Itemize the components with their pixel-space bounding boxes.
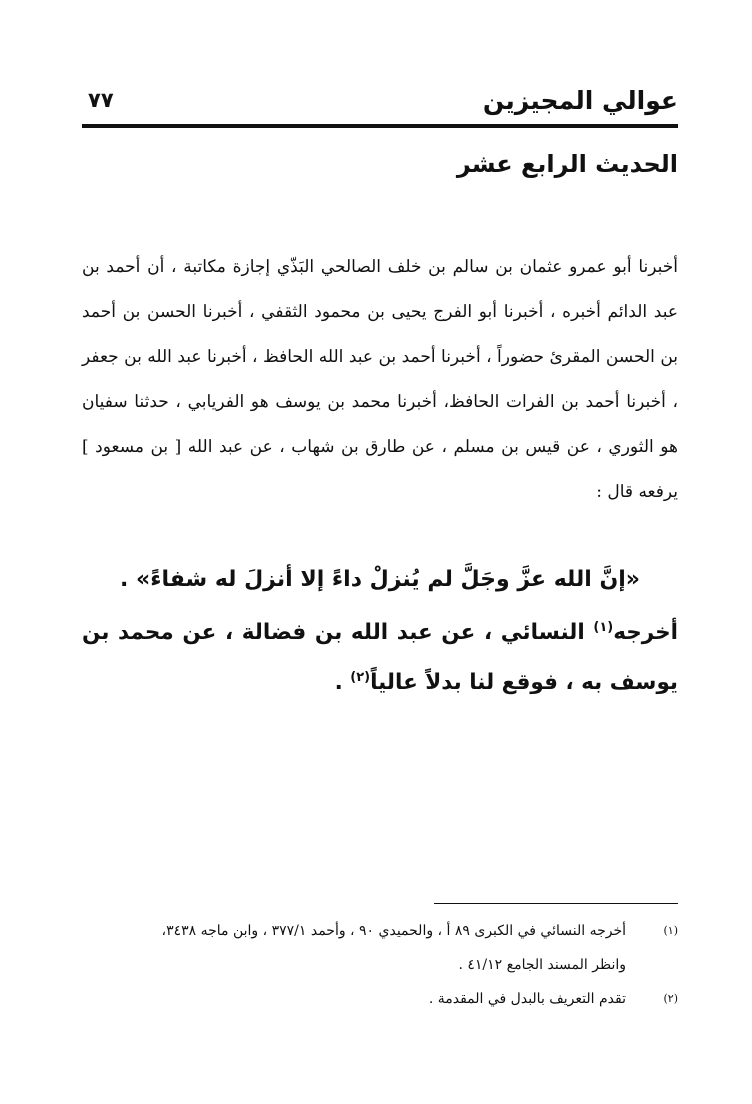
- footnote-ref-1: (١): [593, 619, 614, 635]
- book-title: عوالي المجيزين: [482, 86, 678, 115]
- takhrij-text: [82, 608, 678, 708]
- takhrij-part-1: أخرجه: [613, 620, 678, 645]
- page-number: ٧٧: [88, 88, 114, 112]
- section-heading: الحديث الرابع عشر: [456, 150, 678, 178]
- footnotes: [82, 914, 678, 1016]
- takhrij-part-2: النسائي ، عن عبد الله بن فضالة ، عن محمد بن يوسف به ، فوقع لنا بدلاً عالياً: [82, 620, 678, 695]
- footnote-line: تقدم التعريف بالبدل في المقدمة .: [428, 991, 626, 1007]
- footnote-marker: (٢): [663, 992, 678, 1005]
- hadith-text: «إنَّ الله عزَّ وجَلَّ لم يُنزلْ داءً إلا أنزلَ له شفاءً» .: [119, 567, 641, 592]
- footnote-rule: [434, 903, 678, 904]
- footnote-line: وانظر المسند الجامع ٤١/١٢ .: [458, 957, 626, 973]
- footnote-marker: (١): [663, 924, 678, 937]
- footnote-2: [82, 982, 678, 1016]
- footnote-ref-2: (٢): [350, 669, 371, 685]
- isnad-text: أخبرنا أبو عمرو عثمان بن سالم بن خلف الصالحي البَذّي إجازة مكاتبة ، أن أحمد بن عبد الدائم أخبره ، أخبرنا أبو الفرج يحيى بن محمود الثقفي ، أخبرنا الحسن بن أحمد بن الحسن المقرئ حضوراً ، أخبرنا أحمد بن عبد الله الحافظ ، أخبرنا عبد الله بن جعفر ، أخبرنا أحمد بن الفرات الحافظ، أخبرنا محمد بن يوسف هو الفريابي ، حدثنا سفيان هو الثوري ، عن قيس بن مسلم ، عن طارق بن شهاب ، عن عبد الله [ بن مسعود ] يرفعه قال :: [82, 257, 678, 502]
- isnad-paragraph: [82, 245, 678, 515]
- takhrij-part-3: .: [334, 670, 351, 695]
- footnote-line: أخرجه النسائي في الكبرى ٨٩ أ ، والحميدي ٩٠ ، وأحمد ٣٧٧/١ ، وابن ماجه ٣٤٣٨،: [161, 923, 626, 939]
- running-header: [82, 84, 678, 124]
- header-rule: [82, 124, 678, 128]
- takhrij-paragraph: [82, 608, 678, 708]
- footnote-1: [82, 914, 678, 982]
